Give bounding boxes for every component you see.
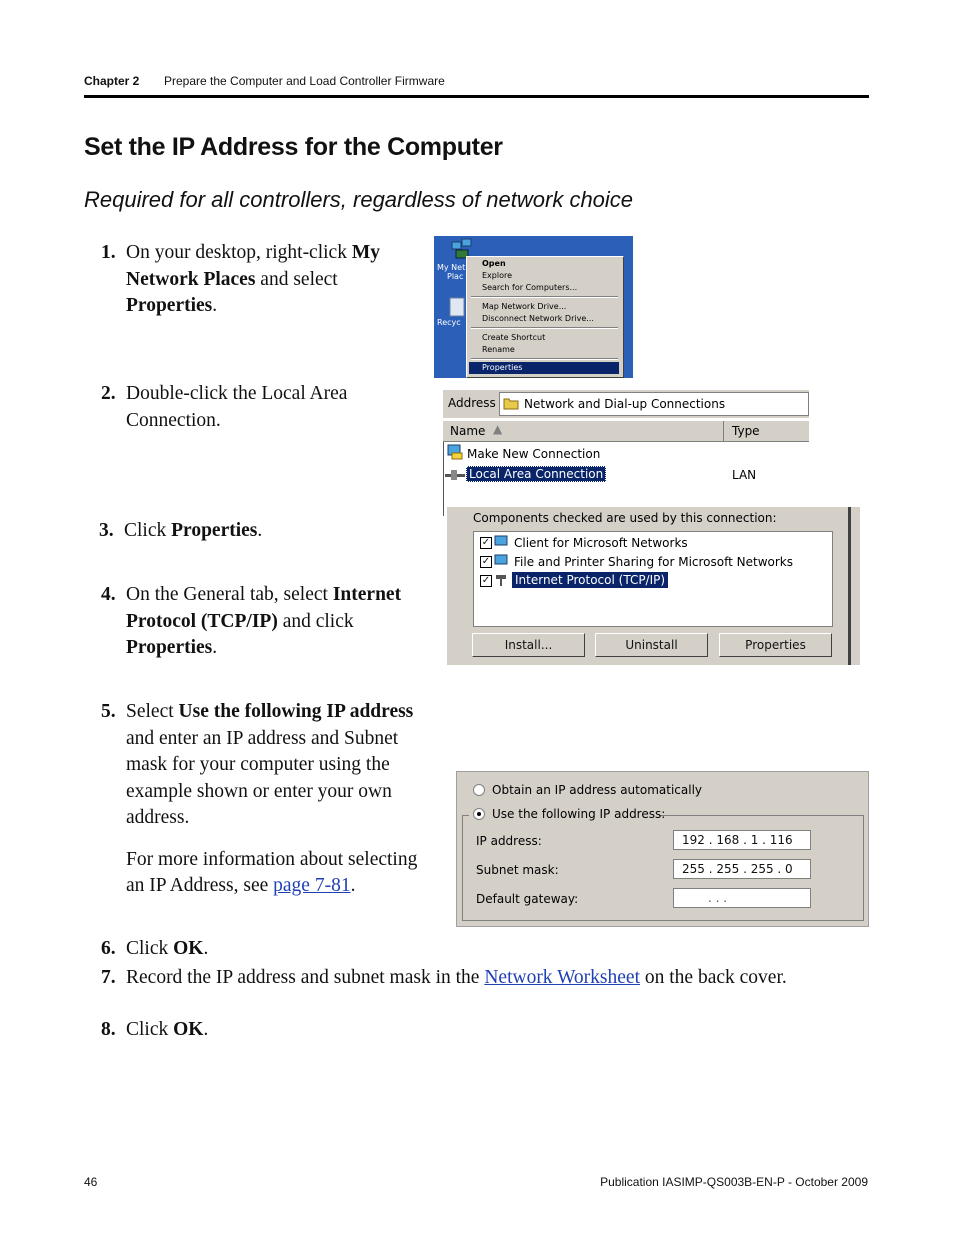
step-text-part: and select <box>255 268 338 290</box>
radio-use-following[interactable] <box>473 808 485 820</box>
default-gateway-label: Default gateway: <box>476 892 579 906</box>
address-bar <box>443 390 809 418</box>
context-menu-screenshot <box>434 236 633 378</box>
step-text-bold: Protocol (TCP/IP) <box>126 610 278 632</box>
step-text-line: mask for your computer using the <box>126 754 390 775</box>
step-text-line: For more information about selecting <box>126 848 418 870</box>
chapter-label: Chapter 2 <box>84 74 140 88</box>
checkbox-client[interactable]: ✓ <box>481 537 491 548</box>
client-icon <box>494 535 508 549</box>
step-text-line: Double-click the Local Area <box>126 383 348 404</box>
page-number: 46 <box>84 1175 98 1189</box>
step-text-line: address. <box>126 807 190 828</box>
step-text-part: On your desktop, right-click <box>126 242 352 263</box>
dialog-edge <box>848 507 851 665</box>
default-gateway-field[interactable]: . . . <box>673 888 811 908</box>
list-item-local-area-connection[interactable]: Local Area Connection <box>466 466 606 482</box>
step-text-bold: Network Places <box>126 268 256 290</box>
step-text-bold: Properties <box>171 520 258 541</box>
sort-arrow-icon: ▲ <box>493 422 503 436</box>
radio-obtain-automatically[interactable] <box>473 784 485 796</box>
step-text-part: Record the IP address and subnet mask in the <box>126 967 485 988</box>
connection-type-value: LAN <box>732 468 757 482</box>
desktop-icon-label: Plac <box>447 272 464 281</box>
column-type[interactable]: Type <box>732 424 760 438</box>
step-text-part: . <box>212 295 218 316</box>
address-label: Address <box>448 396 496 410</box>
step-number: 1. <box>101 242 116 263</box>
service-icon <box>494 554 508 568</box>
step-number: 4. <box>101 584 116 605</box>
step-text-bold: Internet <box>332 584 402 605</box>
ip-settings-screenshot <box>456 771 869 927</box>
uninstall-button[interactable]: Uninstall <box>595 633 708 657</box>
step-text <box>126 1017 208 1044</box>
page-title: Set the IP Address for the Computer <box>84 133 503 161</box>
step-text-bold: OK <box>173 938 204 959</box>
menu-item-explore[interactable]: Explore <box>482 271 513 280</box>
step-text-part: on the back cover. <box>640 967 787 988</box>
page-link[interactable]: page 7-81 <box>273 875 351 896</box>
menu-item-map-drive[interactable]: Map Network Drive... <box>482 302 567 311</box>
step-text-part: On the General tab, select <box>126 584 333 605</box>
step-text-part: Click <box>124 520 172 541</box>
step-number: 8. <box>101 1019 116 1040</box>
column-headers <box>443 421 809 442</box>
step-text <box>126 240 380 320</box>
step-text-line: Connection. <box>126 409 221 431</box>
menu-separator <box>471 327 618 329</box>
checkbox-file-sharing[interactable]: ✓ <box>481 556 491 567</box>
folder-icon <box>503 396 519 410</box>
chapter-title: Prepare the Computer and Load Controller Firmware <box>164 74 445 88</box>
step-text-part: Click <box>126 1019 174 1040</box>
menu-separator <box>471 358 618 360</box>
step-text-part: an IP Address, see <box>126 875 274 896</box>
step-text-part: . <box>203 938 209 959</box>
step-text <box>126 582 401 662</box>
menu-item-open[interactable]: Open <box>482 259 506 268</box>
step-text-line: example shown or enter your own <box>126 780 392 802</box>
list-item-make-new-connection[interactable]: Make New Connection <box>467 447 601 461</box>
step-text <box>126 965 787 992</box>
desktop-icon-label: Recyc <box>437 318 461 327</box>
protocol-icon <box>494 573 508 587</box>
recycle-bin-icon <box>446 294 468 318</box>
properties-button[interactable]: Properties <box>719 633 832 657</box>
step-text-part: Click <box>126 938 174 959</box>
step-text-line: and enter an IP address and Subnet <box>126 727 399 749</box>
desktop-icon-label: My Net <box>437 263 466 272</box>
address-field[interactable] <box>499 392 809 416</box>
subnet-mask-field[interactable]: 255 . 255 . 255 . 0 <box>673 859 811 879</box>
section-subtitle: Required for all controllers, regardless of network choice <box>84 187 634 212</box>
radio-label: Obtain an IP address automatically <box>492 783 703 797</box>
column-name[interactable]: Name <box>450 424 486 438</box>
component-item-selected[interactable]: Internet Protocol (TCP/IP) <box>512 572 668 588</box>
component-item[interactable]: Client for Microsoft Networks <box>514 536 688 550</box>
step-text <box>126 936 208 963</box>
step-text-part: . <box>212 637 218 658</box>
ip-address-label: IP address: <box>476 834 542 848</box>
step-number: 6. <box>101 938 116 959</box>
component-item[interactable]: File and Printer Sharing for Microsoft Networks <box>514 555 793 569</box>
step-number: 2. <box>101 383 116 404</box>
network-cable-icon <box>445 468 465 482</box>
step-text-bold: Properties <box>126 295 213 316</box>
subnet-mask-label: Subnet mask: <box>476 863 559 877</box>
step-text-part: Select <box>126 701 179 722</box>
menu-item-rename[interactable]: Rename <box>482 345 515 354</box>
step-text-bold: My <box>351 242 380 263</box>
connection-properties-screenshot <box>447 507 860 665</box>
components-caption: Components checked are used by this connection: <box>473 511 777 525</box>
network-worksheet-link[interactable]: Network Worksheet <box>484 967 640 988</box>
menu-item-disconnect-drive[interactable]: Disconnect Network Drive... <box>482 314 594 323</box>
step-text-part: and click <box>277 610 354 632</box>
menu-item-create-shortcut[interactable]: Create Shortcut <box>482 333 546 342</box>
menu-item-properties[interactable]: Properties <box>482 363 523 372</box>
header-rule <box>84 95 869 98</box>
step-text <box>126 699 456 900</box>
step-text-bold: OK <box>173 1019 204 1040</box>
menu-item-search-computers[interactable]: Search for Computers... <box>482 283 578 292</box>
components-list <box>473 531 833 627</box>
step-text-part: . <box>203 1019 209 1040</box>
window-edge <box>443 442 444 516</box>
publication-info: Publication IASIMP-QS003B-EN-P - October 2009 <box>600 1175 868 1189</box>
step-number: 5. <box>101 701 116 722</box>
radio-label: Use the following IP address: <box>492 807 666 821</box>
step-number: 3. <box>99 520 114 541</box>
step-text-part: . <box>350 875 356 896</box>
checkbox-tcpip[interactable]: ✓ <box>481 575 491 586</box>
column-divider <box>723 421 724 441</box>
step-text-bold: Use the following IP address <box>178 701 414 722</box>
step-text-bold: Properties <box>126 637 213 658</box>
ip-address-field[interactable]: 192 . 168 . 1 . 116 <box>673 830 811 850</box>
step-number: 7. <box>101 967 116 988</box>
menu-separator <box>471 296 618 298</box>
context-menu <box>466 256 624 378</box>
make-new-connection-icon <box>447 444 463 460</box>
network-connections-screenshot <box>443 390 809 516</box>
step-text-part: . <box>257 520 263 541</box>
address-value: Network and Dial-up Connections <box>524 397 726 411</box>
step-text <box>124 518 262 545</box>
install-button[interactable]: Install... <box>472 633 585 657</box>
step-text <box>126 381 347 434</box>
